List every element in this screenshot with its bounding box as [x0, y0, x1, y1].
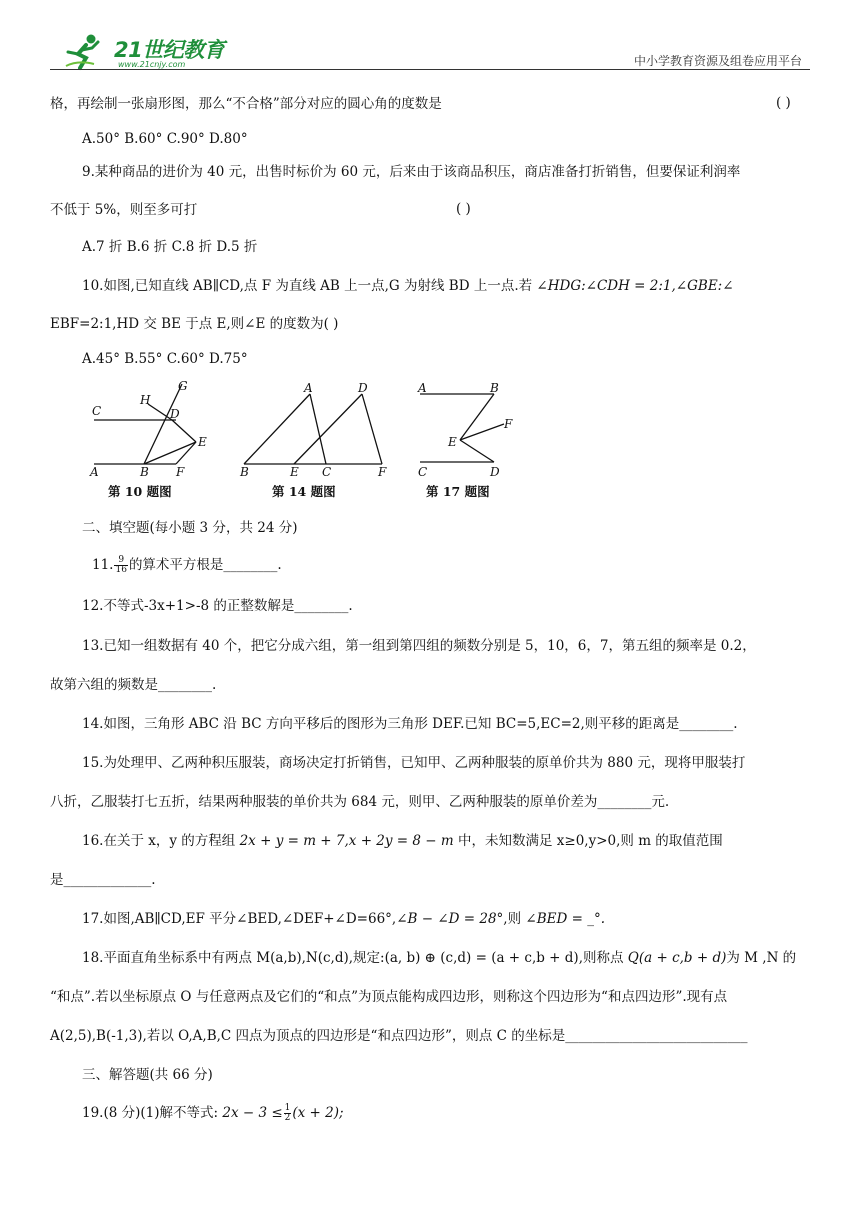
q17-math-1: ∠B − ∠D = 28°: [396, 911, 504, 927]
q17-line: [82, 910, 605, 928]
q12-line: 12.不等式-3x+1>-8 的正整数解是________.: [82, 598, 353, 614]
fig10-label-D: D: [170, 407, 180, 421]
q17-text-a: 17.如图,AB∥CD,EF 平分∠BED,∠DEF+∠D=66°,: [82, 911, 397, 927]
q11-numerator: 9: [114, 556, 127, 566]
fig17-label-D: D: [490, 465, 500, 479]
page-header: [56, 30, 816, 78]
fig14-label-B: B: [240, 465, 249, 479]
q9-answer-paren: ( ): [456, 201, 471, 217]
q8-answer-paren: ( ): [776, 95, 791, 111]
q19-expr-b: (x + 2);: [292, 1105, 344, 1121]
q8-tail: 格，再绘制一张扇形图，那么“不合格”部分对应的圆心角的度数是: [50, 96, 442, 112]
q11-line: [92, 556, 282, 575]
q15-line1: 15.为处理甲、乙两种积压服装，商场决定打折销售，已知甲、乙两种服装的原单价共为 880 元，现将甲服装打: [82, 755, 746, 771]
q19-line: [82, 1104, 344, 1123]
q18-line2: “和点”.若以坐标原点 O 与任意两点及它们的“和点”为顶点能构成四边形，则称这个四边形为“和点四边形”.现有点: [50, 989, 728, 1005]
figure-17: [420, 394, 504, 462]
q10-line2: EBF=2:1,HD 交 BE 于点 E,则∠E 的度数为( ): [50, 316, 339, 332]
q10-line1: [82, 277, 734, 295]
q11-denominator: 16: [115, 565, 127, 575]
q18-line3: A(2,5),B(-1,3),若以 O,A,B,C 四点为顶点的四边形是“和点四边形”，则点 C 的坐标是___________________________: [50, 1028, 748, 1044]
q14-line: 14.如图，三角形 ABC 沿 BC 方向平移后的图形为三角形 DEF.已知 BC=5,EC=2,则平移的距离是________.: [82, 716, 738, 732]
q11-prefix: 11.: [92, 557, 114, 573]
fig10-label-F: F: [176, 465, 185, 479]
logo-text: 21世纪教育: [114, 38, 225, 62]
fig10-label-G: G: [178, 380, 188, 393]
fig10-label-A: A: [90, 465, 99, 479]
fig14-caption: 第 14 题图: [272, 484, 336, 499]
q18-text-a: 18.平面直角坐标系中有两点 M(a,b),N(c,d),规定:(a, b) ⊕ (c,d) = (a + c,b + d),则称点: [82, 950, 624, 966]
q9-line1: 9.某种商品的进价为 40 元，出售时标价为 60 元，后来由于该商品积压，商店准备打折销售，但要保证利润率: [82, 164, 741, 180]
fig10-label-E: E: [198, 435, 207, 449]
fig14-label-C: C: [322, 465, 332, 479]
q18-math: Q(a + c,b + d): [627, 950, 727, 966]
q19-expr-a: 2x − 3 ≤: [222, 1105, 283, 1121]
fig14-label-E: E: [290, 465, 299, 479]
section3-title: 三、解答题(共 66 分): [82, 1067, 213, 1083]
q19-numerator: 1: [284, 1103, 291, 1113]
figure-14: [244, 394, 382, 464]
q13-line2: 故第六组的频数是________.: [50, 677, 217, 693]
q16-text-a: 16.在关于 x，y 的方程组: [82, 833, 236, 849]
header-platform-text: 中小学教育资源及组卷应用平台: [633, 54, 802, 68]
q17-math-2: ∠BED = _°.: [525, 911, 605, 927]
q18-line1: [82, 949, 796, 967]
fig17-caption: 第 17 题图: [426, 484, 490, 499]
fig14-label-A: A: [304, 381, 313, 395]
q13-line1: 13.已知一组数据有 40 个，把它分成六组，第一组到第四组的频数分别是 5，10，6，7，第五组的频率是 0.2，: [82, 638, 756, 654]
fig10-label-C: C: [92, 404, 102, 418]
q9-line2: 不低于 5%，则至多可打: [50, 202, 198, 218]
fig17-label-A: A: [418, 381, 427, 395]
q8-options: A.50° B.60° C.90° D.80°: [82, 131, 248, 147]
q19-prefix: 19.(8 分)(1)解不等式:: [82, 1105, 219, 1121]
header-divider: [50, 69, 810, 70]
fig14-label-D: D: [358, 381, 368, 395]
fig17-label-C: C: [418, 465, 428, 479]
section2-title: 二、填空题(每小题 3 分，共 24 分): [82, 520, 298, 536]
geometry-figures: [86, 380, 526, 502]
runner-logo-icon: [64, 32, 104, 72]
q19-fraction: [284, 1104, 292, 1123]
q16-text-c: 中，未知数满足 x≥0,y>0,则 m 的取值范围: [458, 833, 723, 849]
fig17-label-F: F: [504, 417, 513, 431]
q10-math: ∠HDG:∠CDH = 2:1,∠GBE:∠: [536, 278, 734, 294]
q9-options: A.7 折 B.6 折 C.8 折 D.5 折: [82, 239, 258, 255]
q10-options: A.45° B.55° C.60° D.75°: [82, 351, 248, 367]
q19-denominator: 2: [284, 1113, 291, 1123]
fig17-label-E: E: [448, 435, 457, 449]
q15-line2: 八折，乙服装打七五折，结果两种服装的单价共为 684 元，则甲、乙两种服装的原单价差为________元.: [50, 794, 670, 810]
logo-url: www.21cnjy.com: [118, 60, 186, 69]
q10-text: 10.如图,已知直线 AB∥CD,点 F 为直线 AB 上一点,G 为射线 BD 上一点.若: [82, 278, 533, 294]
fig10-label-B: B: [140, 465, 149, 479]
fig10-caption: 第 10 题图: [108, 484, 172, 499]
q17-text-c: ,则: [503, 911, 522, 927]
fig14-label-F: F: [378, 465, 387, 479]
q16-math: 2x + y = m + 7,x + 2y = 8 − m: [239, 833, 454, 849]
q16-line1: [82, 832, 723, 850]
fig10-label-H: H: [140, 393, 151, 407]
q16-line2: 是_____________.: [50, 872, 156, 888]
q11-suffix: 的算术平方根是________.: [128, 557, 282, 573]
q18-text-c: 为 M ,N 的: [726, 950, 797, 966]
q11-fraction: [114, 556, 127, 575]
fig17-label-B: B: [490, 381, 499, 395]
